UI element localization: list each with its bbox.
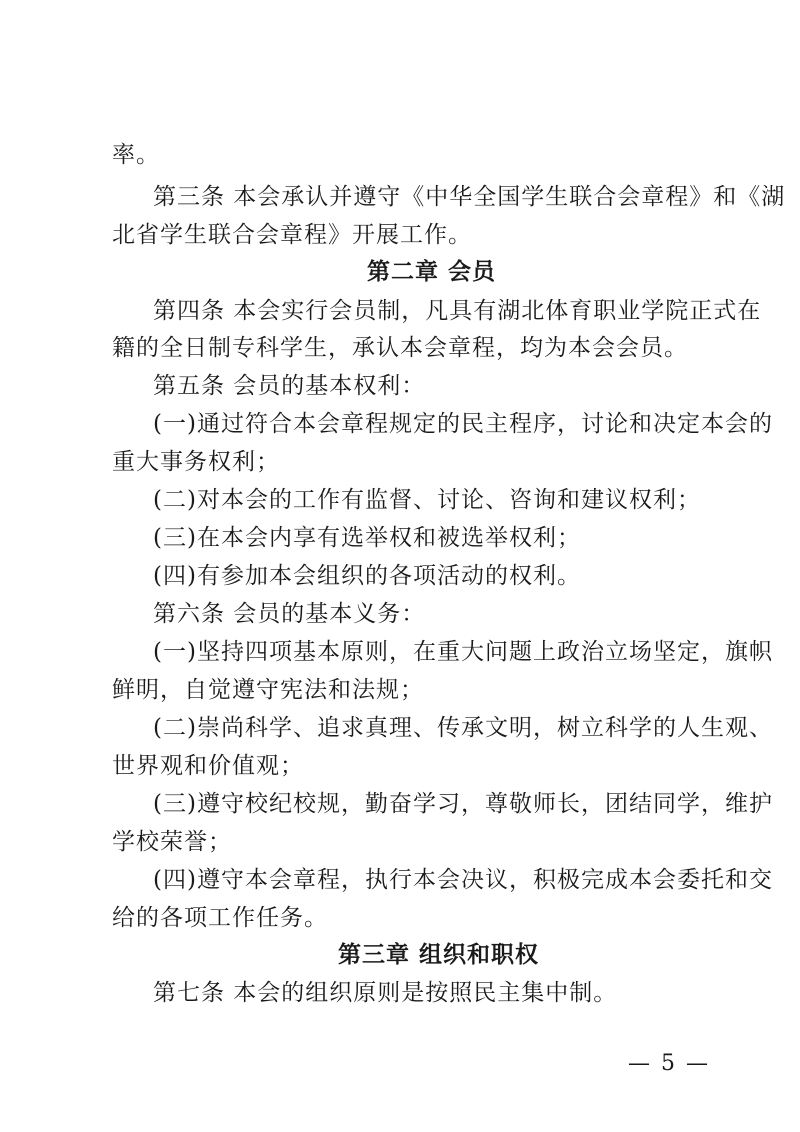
text-line: 重大事务权利； — [112, 449, 280, 475]
text-line: (三)在本会内享有选举权和被选举权利； — [153, 525, 581, 551]
text-line: 学校荣誉； — [112, 829, 232, 855]
text-line: (三)遵守校纪校规，勤奋学习，尊敬师长，团结同学，维护 — [153, 791, 773, 817]
text-line: 第七条 本会的组织原则是按照民主集中制。 — [153, 980, 618, 1006]
text-line: 籍的全日制专科学生，承认本会章程，均为本会会员。 — [112, 335, 688, 361]
text-line: (二)对本会的工作有监督、讨论、咨询和建议权利； — [153, 487, 701, 513]
text-line: (二)崇尚科学、追求真理、传承文明，树立科学的人生观、 — [153, 715, 773, 741]
text-line: 第四条 本会实行会员制，凡具有湖北体育职业学院正式在 — [153, 298, 762, 324]
text-line: 鲜明，自觉遵守宪法和法规； — [112, 677, 424, 703]
text-line: 第五条 会员的基本权利： — [153, 373, 426, 399]
text-line: (四)有参加本会组织的各项活动的权利。 — [153, 563, 581, 589]
text-line: 第三条 本会承认并遵守《中华全国学生联合会章程》和《湖 — [153, 184, 786, 210]
text-line: 北省学生联合会章程》开展工作。 — [112, 222, 472, 248]
chapter-heading: 第二章 会员 — [367, 258, 497, 285]
text-line: (四)遵守本会章程，执行本会决议，积极完成本会委托和交 — [153, 867, 773, 893]
text-line: (一)通过符合本会章程规定的民主程序，讨论和决定本会的 — [153, 411, 773, 437]
text-line: 给的各项工作任务。 — [112, 905, 328, 931]
page-number: — 5 — — [628, 1051, 710, 1076]
chapter-heading: 第三章 组织和职权 — [338, 941, 540, 968]
text-line: 第六条 会员的基本义务： — [153, 601, 426, 627]
text-line: (一)坚持四项基本原则，在重大问题上政治立场坚定，旗帜 — [153, 639, 773, 665]
text-line: 率。 — [112, 142, 160, 168]
text-line: 世界观和价值观； — [112, 753, 304, 779]
